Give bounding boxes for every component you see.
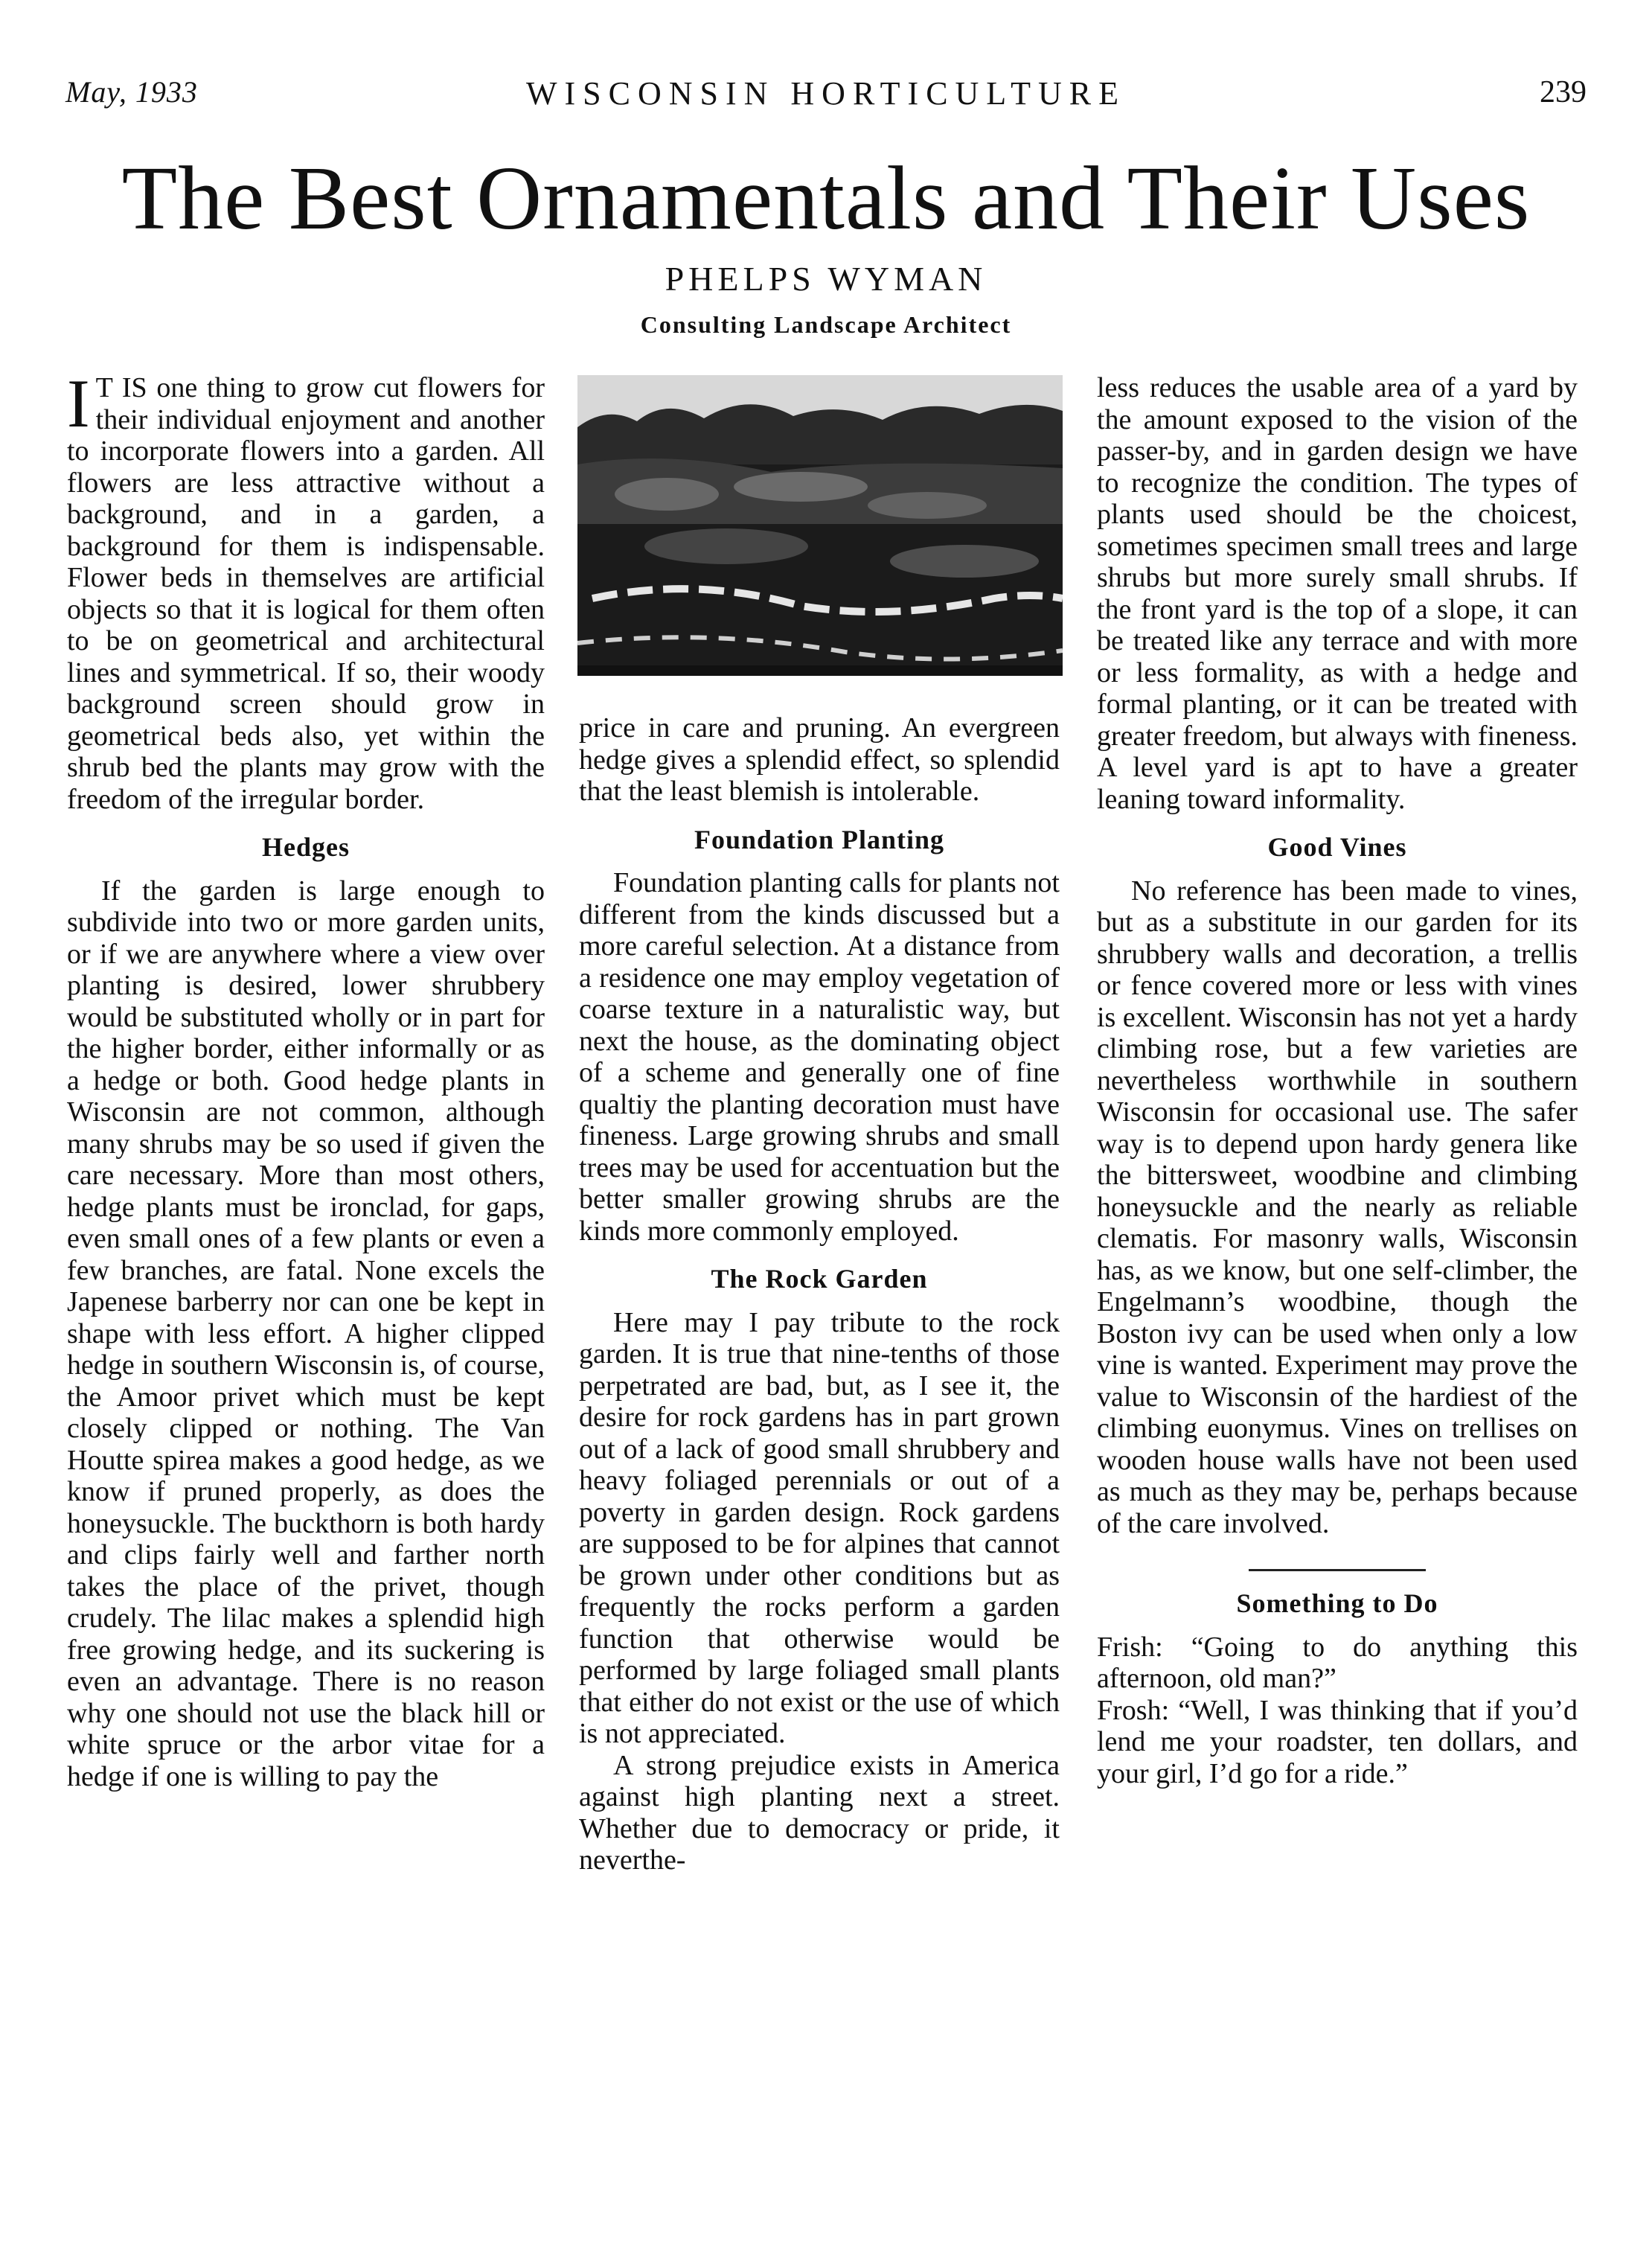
hedges-heading: Hedges (262, 832, 350, 862)
column-2 (579, 712, 1060, 1876)
foundation-heading: Foundation Planting (694, 824, 945, 854)
joke-line-1: Frish: “Going to do anything this afternoon, old man?” (1097, 1631, 1578, 1694)
foundation-paragraph: Foundation planting calls for plants not different from the kinds discussed but a more careful selection. At a distance from a residence one may employ vegetation of coarse texture in a naturalistic way, but next the house, as the dominating object of a scheme and generally one of fine qualtiy the planting decoration must have fineness. Large growing shrubs and small trees may be used for accentuation but the better smaller growing shrubs are the kinds more commonly employed. (579, 867, 1060, 1247)
sidebar-joke (1097, 1588, 1578, 1789)
page-number: 239 (1540, 75, 1587, 109)
drop-cap: I (67, 365, 90, 441)
vines-paragraph: No reference has been made to vines, but as a substitute in our garden for its shrubbery walls and decoration, a trellis or fence covered more or less with vines is excellent. Wisconsin has not yet a hardy climbing rose, but a few varieties are nevertheless worthwhile in southern Wisconsin for occasional use. The safer way is to depend upon hardy genera like the bittersweet, woodbine and climbing honeysuckle and the nearly as reliable clematis. For masonry walls, Wisconsin has, as we know, but one self-climber, the Engelmann’s woodbine, though the Boston ivy can be used when only a low vine is wanted. Experiment may prove the value to Wisconsin of the hardiest of the climbing euonymus. Vines on trellises on wooden house walls have not been used as much as they may be, perhaps because of the care involved. (1097, 875, 1578, 1539)
author-role: Consulting Landscape Architect (640, 311, 1012, 338)
issue-date: May, 1933 (65, 75, 198, 109)
author-name: PHELPS WYMAN (665, 260, 987, 298)
rock-garden-paragraph-2: A strong prejudice exists in America against high planting next a street. Whether due to democracy or pride, it neverthe- (579, 1749, 1060, 1876)
joke-heading: Something to Do (1236, 1588, 1438, 1618)
vines-heading: Good Vines (1267, 832, 1407, 862)
section-divider (1249, 1569, 1426, 1571)
garden-photo-image (577, 375, 1063, 676)
rock-garden-continued: less reduces the usable area of a yard by the amount exposed to the vision of the passer-by, and in garden design we have to recognize the condition. The types of plants used should be the choicest, sometimes specimen small trees and large shrubs but more surely small shrubs. If the front yard is the top of a slope, it can be treated like any terrace and with more or less formality, as with a hedge and formal planting, or it can be treated with greater freedom, but always with fineness. A level yard is apt to have a greater leaning toward informality. (1097, 372, 1578, 815)
journal-title: WISCONSIN HORTICULTURE (525, 75, 1127, 112)
intro-paragraph (67, 365, 545, 815)
hedges-paragraph: If the garden is large enough to subdivide into two or more garden units, or if we are anywhere where a view over planting is desired, lower shrubbery would be substituted wholly or in part for the higher border, either informally or as a hedge or both. Good hedge plants in Wisconsin are not common, although many shrubs may be so used if given the care necessary. More than most others, hedge plants must be ironclad, for gaps, even small ones of a few plants or even a few branches, are fatal. None excels the Japenese barberry nor can one be kept in shape with less effort. A higher clipped hedge in southern Wisconsin is, of course, the Amoor privet which must be kept closely clipped or nothing. The Van Houtte spirea makes a good hedge, as we know if pruned properly, as does the honeysuckle. The buckthorn is both hardy and clips fairly well and farther north takes the place of the privet, though crudely. The lilac makes a splendid high free growing hedge, and its suckering is even an advantage. There is no reason why one should not use the black hill or white spruce or the arbor vitae for a hedge if one is willing to pay the (67, 875, 545, 1792)
joke-line-2: Frosh: “Well, I was thinking that if you’d lend me your roadster, ten dollars, and your girl, I’d go for a ride.” (1097, 1694, 1578, 1789)
rock-garden-paragraph-1: Here may I pay tribute to the rock garden. It is true that nine-tenths of those perpetrated are bad, but, as I see it, the desire for rock gardens has in part grown out of a lack of good small shrubbery and heavy foliaged perennials or out of a poverty in garden design. Rock gardens are supposed to be for alpines that cannot be grown under other conditions but as frequently the rocks perform a garden function that otherwise would be performed by large foliaged small plants that either do not exist or the use of which is not appreciated. (579, 1306, 1060, 1749)
running-head (65, 74, 1587, 127)
article-title: The Best Ornamentals and Their Uses (121, 148, 1531, 249)
hedges-continued: price in care and pruning. An evergreen hedge gives a splendid effect, so splendid that the least blemish is intolerable. (579, 712, 1060, 807)
garden-photograph (577, 375, 1063, 676)
column-1 (67, 365, 545, 1792)
column-3 (1097, 372, 1578, 1789)
rock-garden-heading: The Rock Garden (711, 1264, 928, 1294)
intro-text: T IS one thing to grow cut flowers for their individual enjoyment and another to incorporate flowers into a garden. All flowers are less attractive without a background, and in a garden, a background for them is indispensable. Flower beds in themselves are artificial objects so that it is logical for them often to be on geometrical and architectural lines and symmetrical. If so, their woody background screen should grow in geometrical beds also, yet within the shrub bed the plants may grow with the freedom of the irregular border. (67, 372, 545, 815)
